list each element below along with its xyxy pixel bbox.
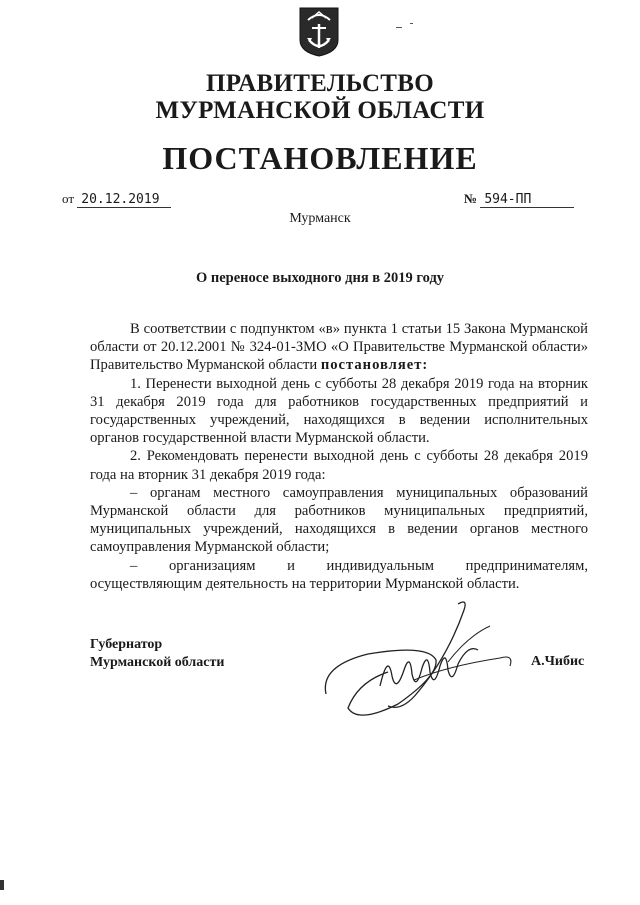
signatory-name: А.Чибис: [531, 654, 585, 669]
document-type-title: ПОСТАНОВЛЕНИЕ: [162, 140, 478, 176]
handwritten-signature: [318, 596, 528, 726]
coat-of-arms-emblem: [298, 6, 340, 58]
signatory-position-line2: Мурманской области: [90, 655, 225, 670]
scan-mark: [410, 23, 413, 24]
preamble-resolves: постановляет:: [320, 357, 429, 374]
government-title-line1: ПРАВИТЕЛЬСТВО: [206, 70, 434, 97]
city-name: Мурманск: [289, 211, 351, 226]
number-prefix: №: [464, 191, 478, 206]
government-title-line2: МУРМАНСКОЙ ОБЛАСТИ: [155, 97, 485, 124]
signatory-position: [90, 636, 224, 672]
document-subject: О переносе выходного дня в 2019 году: [195, 270, 445, 286]
preamble-text: В соответствии с подпунктом «в» пункта 1 статьи 15 Закона Мурманской области от 20.12.2001 № 324-01-ЗМО «О Правительстве Мурманской области» Правительство Мурманской области: [90, 321, 588, 374]
date-prefix: от: [62, 191, 75, 206]
scan-mark: [396, 27, 402, 28]
scan-edge-mark: [0, 880, 4, 890]
document-body: [90, 320, 588, 593]
paragraph-item-2: 2. Рекомендовать перенести выходной день с субботы 28 декабря 2019 года на вторник 31 декабря 2019 года:: [90, 448, 588, 483]
document-number: 594-ПП: [480, 192, 574, 208]
paragraph-preamble: [90, 320, 588, 375]
signatory-position-line1: Губернатор: [90, 637, 163, 652]
paragraph-organizations: – организациям и индивидуальным предпринимателям, осуществляющим деятельность на территории Мурманской области.: [90, 557, 588, 592]
paragraph-item-1: 1. Перенести выходной день с субботы 28 декабря 2019 года на вторник 31 декабря 2019 года для работников государственных предприятий и государственных учреждений, находящихся в ведении исполнительных органов государственной власти Мурманской области.: [90, 375, 588, 447]
document-date: 20.12.2019: [77, 192, 171, 208]
date-row: [62, 191, 171, 208]
number-row: [464, 191, 574, 208]
paragraph-municipal: – органам местного самоуправления муниципальных образований Мурманской области для работников муниципальных предприятий, муниципальных учреждений, находящихся в ведении органов местного самоуправления Мурманской области;: [90, 484, 588, 556]
